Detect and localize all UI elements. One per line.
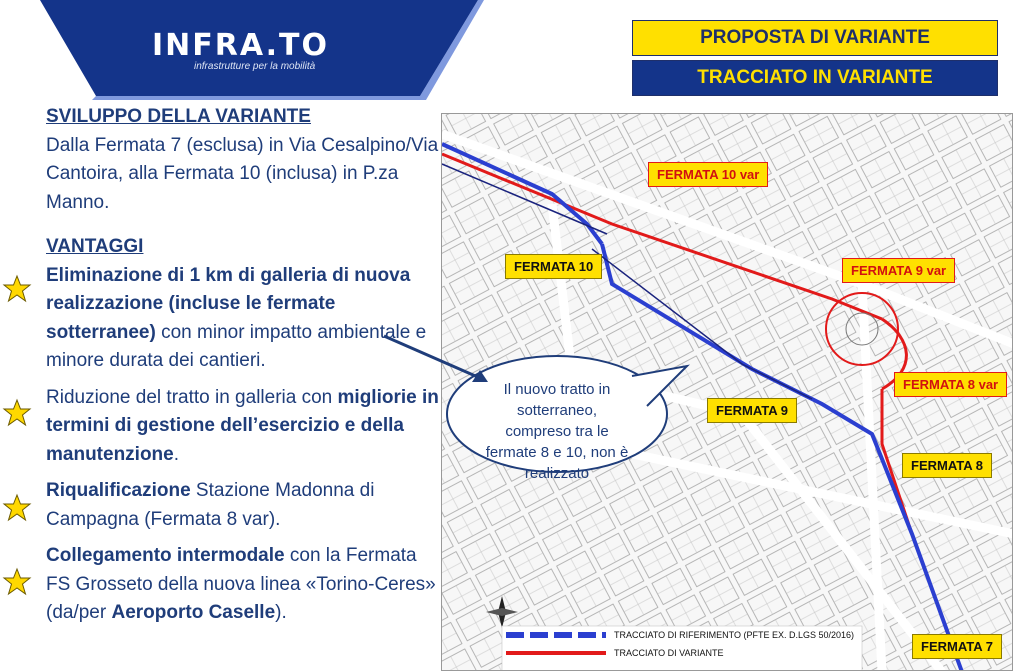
sviluppo-heading: SVILUPPO DELLA VARIANTE [46, 106, 311, 127]
legend-reference-label: TRACCIATO DI RIFERIMENTO (PFTE EX. D.LGS 50/2016) [614, 630, 855, 640]
infrato-logo [152, 28, 329, 72]
vantaggio-2-end: . [173, 443, 180, 465]
legend-reference-line [506, 628, 606, 642]
label-fermata-9: FERMATA 9 [707, 398, 797, 423]
star-icon [2, 567, 32, 597]
vantaggio-2-text: Riduzione del tratto in galleria con [46, 386, 338, 408]
sviluppo-text: Dalla Fermata 7 (esclusa) in Via Cesalpino/Via Cantoira, alla Fermata 10 (inclusa) in P.za Manno. [46, 134, 439, 213]
vantaggio-4-bold: Collegamento intermodale [46, 545, 285, 566]
vantaggio-2-bold: migliorie in termini di gestione dell’esercizio e della manutenzione [46, 386, 439, 465]
star-icon [2, 398, 32, 428]
vantaggio-1-rest: con minor impatto ambientale e minore durata dei cantieri. [46, 321, 427, 371]
label-fermata-10-var: FERMATA 10 var [648, 162, 768, 187]
vantaggio-3 [46, 477, 441, 534]
vantaggio-4-text: con la Fermata FS Grosseto della nuova linea «Torino-Ceres» (da/per [46, 545, 436, 623]
label-fermata-9-var: FERMATA 9 var [842, 258, 955, 283]
vantaggio-2 [46, 384, 441, 470]
vantaggio-4-end: ). [275, 602, 287, 623]
logo-name: INFRA.TO [152, 28, 330, 63]
label-fermata-8: FERMATA 8 [902, 453, 992, 478]
callout-text: Il nuovo tratto in sotterraneo, compreso tra le fermate 8 e 10, non è realizzato [485, 381, 629, 482]
star-icon [2, 493, 32, 523]
vantaggi-heading: VANTAGGI [46, 236, 144, 257]
vantaggio-4 [46, 542, 441, 628]
vantaggio-4-bold2: Aeroporto Caselle [111, 602, 276, 623]
vantaggio-3-rest: Stazione Madonna di Campagna (Fermata 8 var). [46, 480, 375, 530]
title-proposta: PROPOSTA DI VARIANTE [632, 20, 998, 56]
legend-variant-label: TRACCIATO DI VARIANTE [614, 648, 724, 658]
label-fermata-8-var: FERMATA 8 var [894, 372, 1007, 397]
label-fermata-7: FERMATA 7 [912, 634, 1002, 659]
label-fermata-10: FERMATA 10 [505, 254, 602, 279]
legend-variant-line [506, 646, 606, 660]
title-tracciato: TRACCIATO IN VARIANTE [632, 60, 998, 96]
logo-tagline: infrastrutture per la mobilità [194, 61, 316, 72]
vantaggio-1-bold: Eliminazione di 1 km di galleria di nuova realizzazione (incluse le fermate sotterranee) [46, 264, 411, 343]
star-icon [2, 274, 32, 304]
vantaggio-3-bold: Riqualificazione [46, 480, 191, 501]
